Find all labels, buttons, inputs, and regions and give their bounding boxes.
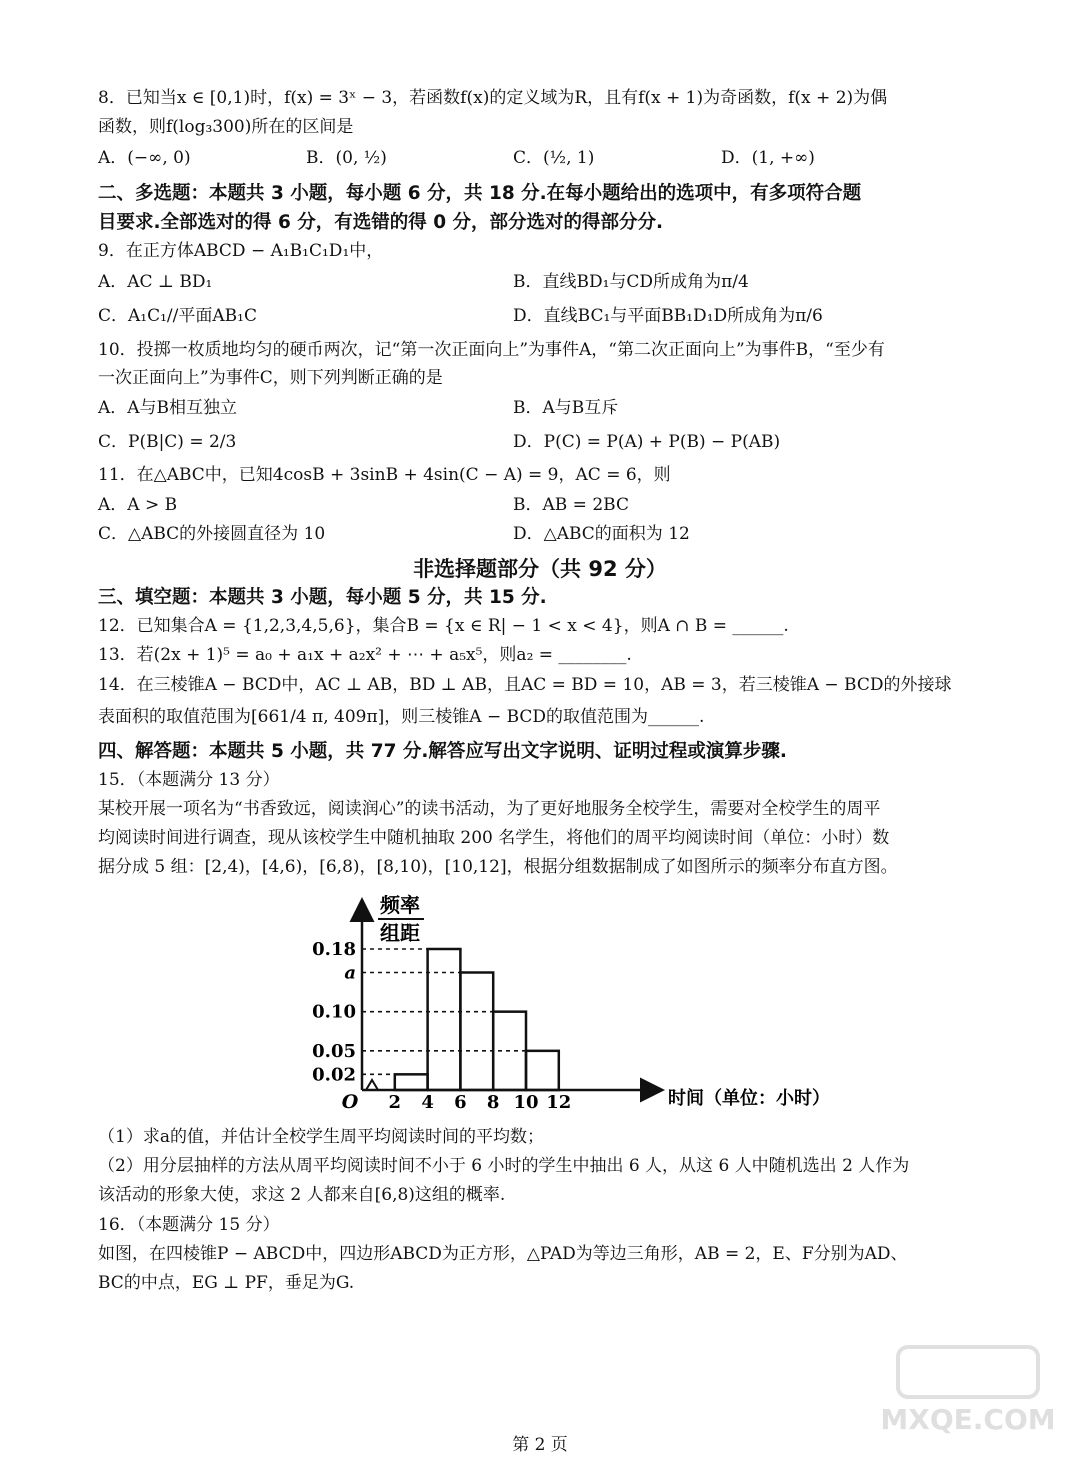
q10-option-b: B．A与B互斥 [513, 398, 619, 418]
x-tick-label: 2 [388, 1092, 402, 1113]
q9-option-b: B．直线BD₁与CD所成角为π/4 [513, 272, 749, 292]
q15-line1: 某校开展一项名为“书香致远，阅读润心”的读书活动，为了更好地服务全校学生，需要对全校学生的周平 [98, 799, 881, 819]
part-2-title: 非选择题部分（共 92 分） [413, 557, 667, 581]
section-3-heading: 三、填空题：本题共 3 小题，每小题 5 分，共 15 分. [98, 587, 547, 608]
q8-option-a: A．(−∞, 0) [98, 148, 191, 168]
y-tick-label: 0.18 [312, 939, 356, 960]
q12: 12．已知集合A = {1,2,3,4,5,6}，集合B = {x ∈ R| − 1 < x < 4}，则A ∩ B = ______. [98, 616, 789, 636]
q14-line1: 14．在三棱锥A − BCD中，AC ⊥ AB，BD ⊥ AB，且AC = BD = 10，AB = 3，若三棱锥A − BCD的外接球 [98, 675, 952, 695]
y-tick-label: a [344, 962, 356, 984]
q16-head: 16．（本题满分 15 分） [98, 1215, 280, 1235]
q11-option-a: A．A > B [98, 495, 178, 515]
histogram-bar-1 [395, 1074, 428, 1090]
q15-sub2-line2: 该活动的形象大使，求这 2 人都来自[6,8)这组的概率. [98, 1185, 506, 1205]
q16-line1: 如图，在四棱锥P − ABCD中，四边形ABCD为正方形，△PAD为等边三角形，AB = 2，E、F分别为AD、 [98, 1244, 908, 1264]
y-label-bottom: 组距 [380, 921, 420, 945]
x-axis-label: 时间（单位：小时） [668, 1088, 830, 1109]
q11-option-d: D．△ABC的面积为 12 [513, 524, 690, 544]
q10-option-c: C．P(B|C) = 2/3 [98, 432, 237, 452]
x-tick-label: 6 [454, 1092, 467, 1113]
histogram-bar-2 [428, 949, 461, 1090]
section-2-heading-cont: 目要求.全部选对的得 6 分，有选错的得 0 分，部分选对的得部分分. [98, 212, 664, 233]
q9-stem: 9．在正方体ABCD − A₁B₁C₁D₁中， [98, 241, 384, 261]
q14-line2: 表面积的取值范围为[661/4 π, 409π]，则三棱锥A − BCD的取值范围为______. [98, 707, 705, 727]
q10-option-a: A．A与B相互独立 [98, 398, 238, 418]
q9-option-d: D．直线BC₁与平面BB₁D₁D所成角为π/6 [513, 306, 823, 326]
q10-line2: 一次正面向上”为事件C，则下列判断正确的是 [98, 368, 443, 388]
q15-line3: 据分成 5 组：[2,4)，[4,6)，[6,8)，[8,10)，[10,12]，根据分组数据制成了如图所示的频率分布直方图。 [98, 857, 898, 877]
q10-option-d: D．P(C) = P(A) + P(B) − P(AB) [513, 432, 781, 452]
frequency-histogram [300, 890, 830, 1120]
q8-option-b: B．(0, ½) [306, 148, 387, 168]
q8-option-c: C．(½, 1) [513, 148, 595, 168]
y-tick-label: 0.05 [312, 1040, 356, 1062]
y-tick-label: 0.10 [312, 1001, 356, 1023]
origin-label: O [341, 1091, 359, 1113]
q8-line2: 函数，则f(log₃300)所在的区间是 [98, 117, 354, 137]
q15-line2: 均阅读时间进行调查，现从该校学生中随机抽取 200 名学生，将他们的周平均阅读时间（单位：小时）数 [98, 828, 890, 848]
y-tick-label: 0.02 [312, 1064, 356, 1086]
x-tick-label: 12 [546, 1092, 572, 1113]
histogram-bar-5 [526, 1051, 559, 1090]
q15-head: 15．（本题满分 13 分） [98, 770, 280, 790]
q11-stem: 11．在△ABC中，已知4cosB + 3sinB + 4sin(C − A) = 9，AC = 6，则 [98, 465, 671, 485]
watermark-logo [878, 1339, 1058, 1439]
x-tick-label: 4 [421, 1092, 434, 1113]
q10-line1: 10．投掷一枚质地均匀的硬币两次，记“第一次正面向上”为事件A，“第二次正面向上”为事件B，“至少有 [98, 340, 885, 360]
svg-text:MXQE.COM: MXQE.COM [880, 1403, 1056, 1436]
axis-break [366, 1080, 378, 1090]
q16-line2: BC的中点，EG ⊥ PF，垂足为G. [98, 1273, 355, 1293]
q8-option-d: D．(1, +∞) [721, 148, 815, 168]
q13: 13．若(2x + 1)⁵ = a₀ + a₁x + a₂x² + ⋯ + a₅x⁵，则a₂ = ________. [98, 645, 632, 665]
page-footer: 第 2 页 [512, 1435, 568, 1455]
histogram-bar-3 [460, 973, 493, 1091]
q15-sub1: （1）求a的值，并估计全校学生周平均阅读时间的平均数； [98, 1127, 544, 1147]
y-label-top: 频率 [380, 893, 420, 917]
section-4-heading: 四、解答题：本题共 5 小题，共 77 分.解答应写出文字说明、证明过程或演算步骤. [98, 741, 787, 762]
q11-option-b: B．AB = 2BC [513, 495, 629, 515]
x-tick-label: 8 [486, 1092, 500, 1113]
q8-line1: 8．已知当x ∈ [0,1)时，f(x) = 3ˣ − 3，若函数f(x)的定义域为R，且有f(x + 1)为奇函数，f(x + 2)为偶 [98, 88, 888, 108]
q11-option-c: C．△ABC的外接圆直径为 10 [98, 524, 326, 544]
q9-option-a: A．AC ⊥ BD₁ [98, 272, 213, 292]
section-2-heading: 二、多选题：本题共 3 小题，每小题 6 分，共 18 分.在每小题给出的选项中，有多项符合题 [98, 183, 862, 204]
x-tick-label: 10 [513, 1092, 539, 1113]
q15-sub2-line1: （2）用分层抽样的方法从周平均阅读时间不小于 6 小时的学生中抽出 6 人，从这 6 人中随机选出 2 人作为 [98, 1156, 910, 1176]
q9-option-c: C．A₁C₁//平面AB₁C [98, 306, 257, 326]
